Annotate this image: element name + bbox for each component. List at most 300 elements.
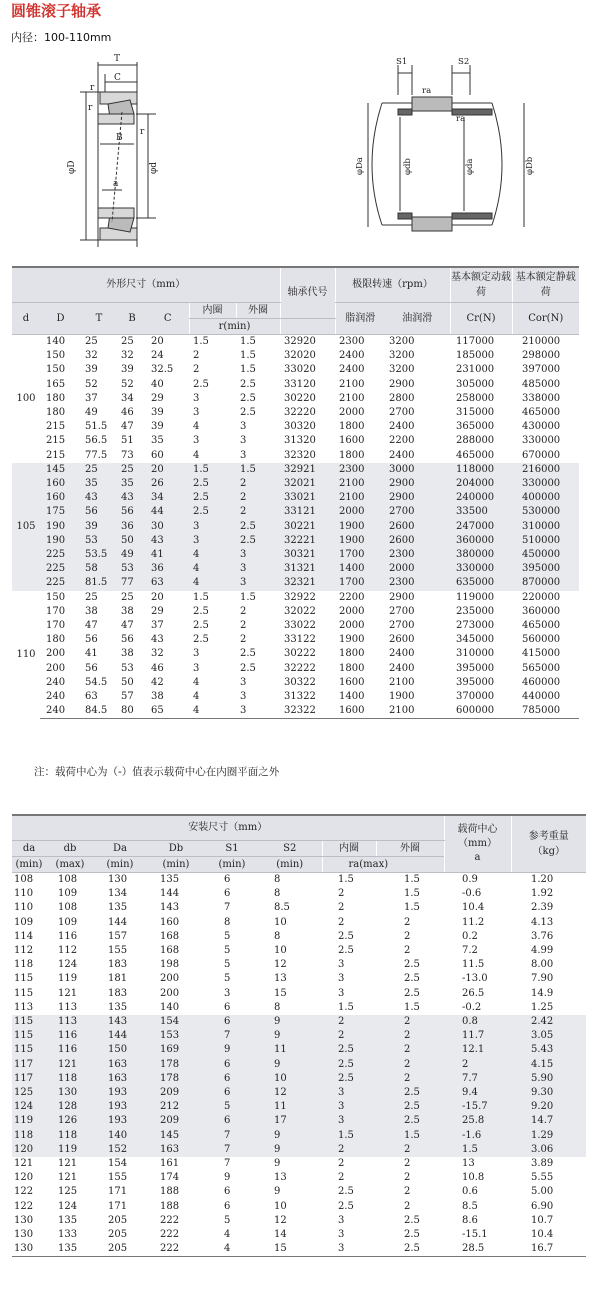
svg-text:a: a [113, 179, 119, 189]
col-Da: Da [94, 841, 146, 857]
table-cell: 190 [40, 520, 81, 534]
table-cell: 35 [81, 477, 117, 491]
svg-text:ra: ra [422, 86, 432, 96]
table-cell: 2300 [385, 576, 450, 590]
table-cell: 14 [274, 1229, 287, 1241]
table-cell: 130 [14, 1229, 34, 1241]
table-cell: 108 [58, 902, 78, 914]
table-cell: 3000 [385, 463, 450, 477]
table-cell: 240 [46, 691, 66, 703]
table-cell: 2.39 [531, 902, 554, 914]
table-cell: 330000 [450, 562, 512, 576]
col-cr: Cr(N) [450, 303, 512, 335]
table-row [12, 1086, 586, 1100]
table-cell: 44 [147, 505, 189, 519]
table-cell: 10 [258, 1072, 322, 1086]
table-cell: 10 [274, 1200, 287, 1212]
table-cell: 35 [117, 477, 147, 491]
table-cell: 56 [85, 662, 98, 674]
table-cell: 154 [146, 1015, 206, 1029]
table-cell: 200 [160, 987, 180, 999]
table-cell: 17 [258, 1114, 322, 1128]
footnote: 注：载荷中心为（-）值表示载荷中心在内圈平面之外 [34, 766, 280, 778]
table-cell: 3 [224, 987, 231, 999]
table-cell: 1.92 [531, 888, 554, 900]
table-cell: 2100 [335, 491, 385, 505]
table-cell: 43 [147, 534, 189, 548]
table-cell: 120 [14, 1172, 34, 1184]
table-cell: 116 [46, 1043, 94, 1057]
table-cell: 635000 [450, 576, 512, 590]
table-cell: 122 [14, 1186, 34, 1198]
table-cell: 118 [46, 1129, 94, 1143]
table-cell: 46 [151, 662, 164, 674]
table-cell: 2 [376, 1029, 444, 1043]
table-cell: 115 [12, 1015, 46, 1029]
table-cell: 57 [121, 691, 134, 703]
table-cell: 2.5 [376, 1086, 444, 1100]
table-cell: 124 [58, 1200, 78, 1212]
table-cell: 5 [206, 1100, 258, 1114]
table-cell: 240 [40, 704, 81, 719]
table-cell: 1.29 [511, 1129, 586, 1143]
svg-text:r: r [88, 103, 93, 113]
dims-header: 外形尺寸（mm） [12, 267, 280, 303]
table-cell: 215 [46, 435, 66, 447]
table-cell: 222 [160, 1229, 180, 1241]
table-cell: 258000 [456, 392, 495, 404]
col-db-sub: (max) [46, 857, 94, 873]
table-cell: 20 [151, 591, 164, 603]
table-cell: 24 [151, 350, 164, 362]
table-cell: 3.05 [511, 1029, 586, 1043]
table-cell: 465000 [522, 620, 561, 632]
table-cell: 119000 [456, 591, 495, 603]
table-cell: 0.6 [462, 1186, 478, 1198]
table-row [12, 335, 579, 350]
table-cell: 3 [236, 576, 280, 590]
table-cell: 153 [146, 1029, 206, 1043]
table-cell: 143 [94, 1015, 146, 1029]
table-cell: 56 [85, 634, 98, 646]
table-cell: 180 [46, 407, 66, 419]
table-row [12, 1157, 586, 1171]
table-cell: 2.5 [404, 1229, 420, 1241]
table-cell: 330000 [512, 477, 579, 491]
table-cell: 2100 [339, 392, 365, 404]
table-row [12, 1242, 586, 1257]
table-cell: 110 [14, 902, 34, 914]
table-cell: 39 [151, 407, 164, 419]
table-cell: 116 [58, 930, 78, 942]
table-cell: 2 [338, 902, 345, 914]
table-cell: 5 [224, 959, 231, 971]
col-S2-sub: (min) [258, 857, 322, 873]
svg-text:φda: φda [465, 158, 475, 175]
table-cell: 8.00 [531, 959, 554, 971]
table-cell: 144 [160, 888, 180, 900]
table-row [12, 930, 586, 944]
table-cell: 273000 [456, 620, 495, 632]
table-cell: 80 [117, 704, 147, 719]
table-cell: 140 [160, 1001, 180, 1013]
table-cell: 47 [121, 421, 134, 433]
table-cell: 54.5 [85, 676, 108, 688]
table-cell: 161 [160, 1158, 180, 1170]
col-T: T [81, 303, 117, 335]
table-cell: 220000 [522, 591, 561, 603]
table-cell: 395000 [456, 676, 495, 688]
table-cell: 178 [146, 1072, 206, 1086]
table-cell: 4 [189, 704, 236, 719]
col-Db: Db [146, 841, 206, 857]
table-cell: 1.5 [240, 336, 256, 347]
table-row [12, 463, 579, 477]
table-row [12, 958, 586, 972]
table-cell: 119 [12, 1114, 46, 1128]
table-cell: 0.2 [462, 930, 478, 942]
table-cell: 134 [108, 888, 128, 900]
table-cell: 119 [46, 1143, 94, 1157]
table-cell: 130 [12, 1242, 46, 1257]
bore-range: 内径：100-110mm [11, 31, 112, 44]
table-cell: 2100 [335, 477, 385, 491]
table-cell: 4.15 [511, 1058, 586, 1072]
table-cell: 2300 [335, 463, 385, 477]
table-cell: 1.5 [404, 902, 420, 914]
col-d: d [12, 303, 40, 335]
table-cell: 73 [121, 449, 134, 461]
table-cell: 144 [94, 1029, 146, 1043]
table-row [12, 704, 579, 719]
table-cell: 12 [274, 959, 287, 971]
table-cell: 3.76 [531, 930, 554, 942]
table-cell: 3 [236, 562, 280, 576]
weight-header: 参考重量 （kg） [511, 815, 586, 873]
table-cell: 11.2 [462, 916, 485, 928]
table-cell: 30 [147, 520, 189, 534]
table-cell: 115 [12, 1029, 46, 1043]
table-cell: 29 [151, 605, 164, 617]
table-cell: 9 [206, 1043, 258, 1057]
table-row [12, 363, 579, 377]
table-cell: 4 [206, 1242, 258, 1257]
table-cell: 33020 [284, 364, 316, 376]
table-cell: 7 [206, 1129, 258, 1143]
table-cell: 32.5 [151, 364, 174, 376]
table-cell: 3 [322, 1114, 376, 1128]
table-cell: 2 [376, 1043, 444, 1057]
table-cell: 3200 [389, 350, 415, 362]
table-cell: 133 [58, 1229, 78, 1241]
install-header: 安装尺寸（mm） [12, 815, 444, 841]
col-inner: 内圈 [189, 303, 236, 319]
table-cell: 1800 [339, 662, 365, 674]
table-cell: 130 [108, 874, 128, 885]
table-cell: 53 [81, 534, 117, 548]
table-cell: 117 [12, 1058, 46, 1072]
table-cell: 11.7 [444, 1029, 511, 1043]
table-cell: 2 [404, 1186, 411, 1198]
table-cell: 1.5 [444, 1143, 511, 1157]
col-db: db [46, 841, 94, 857]
table-cell: 1800 [339, 449, 365, 461]
table-cell: 1.5 [338, 874, 354, 885]
svg-text:S2: S2 [458, 57, 470, 67]
table-cell: 37 [85, 392, 98, 404]
table-cell: 1800 [339, 648, 365, 660]
table-cell: 2400 [389, 662, 415, 674]
table-cell: 0.9 [462, 874, 478, 885]
table-cell: 154 [108, 1158, 128, 1170]
table-cell: 450000 [512, 548, 579, 562]
table-cell: 3 [189, 534, 236, 548]
table-cell: 2 [240, 634, 247, 646]
table-cell: 108 [58, 874, 78, 885]
table-cell: 118000 [450, 463, 512, 477]
col-cor: Cor(N) [512, 303, 579, 335]
table-cell: 2.5 [189, 505, 236, 519]
table-cell: 175 [40, 505, 81, 519]
table-cell: 32021 [280, 477, 335, 491]
table-cell: 2800 [389, 392, 415, 404]
table-cell: 26.5 [462, 987, 485, 999]
table-cell: 1.5 [240, 350, 256, 362]
table-cell: 25 [121, 336, 134, 347]
table-cell: 3.89 [531, 1158, 554, 1170]
table-cell: 53 [121, 662, 134, 674]
svg-text:φd: φd [149, 161, 159, 174]
table-cell: 2 [404, 930, 411, 942]
table-cell: 338000 [522, 392, 561, 404]
table-cell: 2600 [389, 634, 415, 646]
table-cell: 3 [193, 648, 200, 660]
table-cell: 3 [322, 1242, 376, 1257]
col-S2: S2 [258, 841, 322, 857]
table-cell: 600000 [450, 704, 512, 719]
table-cell: 8 [274, 1001, 281, 1013]
table-cell: 2 [338, 916, 345, 928]
table-cell: 510000 [512, 534, 579, 548]
table-cell: 124 [12, 1100, 46, 1114]
col-outer: 外圈 [236, 303, 280, 319]
table-cell: 10 [274, 916, 287, 928]
table-cell: 3 [322, 1100, 376, 1114]
table-cell: 12.1 [444, 1043, 511, 1057]
table-cell: 4.13 [531, 916, 554, 928]
table-cell: 3 [338, 1229, 345, 1241]
table-cell: 193 [94, 1100, 146, 1114]
table-cell: 310000 [512, 520, 579, 534]
table-cell: 163 [94, 1072, 146, 1086]
table-cell: 8 [224, 916, 231, 928]
table-cell: 8 [274, 888, 281, 900]
table-cell: 2900 [389, 591, 415, 603]
table-cell: 41 [85, 648, 98, 660]
table-cell: 2.5 [404, 987, 420, 999]
table-cell: 209 [146, 1086, 206, 1100]
table-cell: 315000 [456, 407, 495, 419]
table-cell: 6 [206, 1086, 258, 1100]
table-cell: 2200 [389, 435, 415, 447]
table-cell: 39 [81, 520, 117, 534]
table-cell: 370000 [456, 691, 495, 703]
table-cell: 9 [258, 1058, 322, 1072]
table-cell: 168 [160, 945, 180, 957]
table-cell: 170 [46, 620, 66, 632]
table-cell: 30222 [284, 648, 316, 660]
col-oil: 油润滑 [385, 303, 450, 335]
table-cell: 485000 [522, 378, 561, 390]
mounting-dimensions-table [12, 814, 586, 1257]
table-cell: 15 [258, 1242, 322, 1257]
table-cell: 9 [274, 1186, 281, 1198]
table-row [12, 406, 579, 420]
col-grease: 脂润滑 [335, 303, 385, 335]
table-cell: 39 [121, 364, 134, 376]
table-cell: 10.4 [531, 1229, 554, 1241]
table-cell: 1.5 [240, 364, 256, 376]
table-cell: 32920 [284, 336, 316, 347]
col-D: D [40, 303, 81, 335]
table-cell: 240000 [450, 491, 512, 505]
table-cell: 32922 [284, 591, 316, 603]
table-cell: 2.5 [193, 378, 209, 390]
table-cell: 345000 [456, 634, 495, 646]
table-cell: 1.5 [404, 888, 420, 900]
table-cell: 2.5 [376, 1100, 444, 1114]
table-cell: 28.5 [444, 1242, 511, 1257]
table-row [12, 1072, 586, 1086]
col-outer2: 外圈 [376, 841, 444, 857]
table-cell: 11.5 [462, 959, 485, 971]
table-cell: 117 [12, 1072, 46, 1086]
table-cell: 2 [338, 1158, 345, 1170]
table-cell: 47 [85, 620, 98, 632]
table-cell: 10.4 [462, 902, 485, 914]
table-cell: 15 [274, 987, 287, 999]
table-cell: 114 [14, 930, 34, 942]
table-cell: -0.6 [462, 888, 482, 900]
table-cell: 9.4 [444, 1086, 511, 1100]
table-cell: 77 [117, 576, 147, 590]
table-cell: 3 [236, 704, 280, 719]
table-cell: 400000 [512, 491, 579, 505]
svg-text:r: r [90, 83, 95, 93]
table-cell: 112 [14, 945, 34, 957]
table-row [12, 605, 579, 619]
table-cell: 30322 [284, 676, 316, 688]
table-row [12, 873, 586, 888]
table-row [12, 1143, 586, 1157]
table-cell: 2 [376, 1058, 444, 1072]
table-cell: 5.90 [511, 1072, 586, 1086]
table-cell: 670000 [522, 449, 561, 461]
table-cell: 113 [46, 1015, 94, 1029]
table-cell: 210000 [522, 336, 561, 347]
table-cell: 117000 [456, 336, 495, 347]
table-row [12, 1228, 586, 1242]
table-cell: 135 [108, 1001, 128, 1013]
table-cell: 49 [117, 548, 147, 562]
table-cell: 30320 [284, 421, 316, 433]
table-row [12, 1129, 586, 1143]
table-cell: 4 [193, 421, 200, 433]
table-cell: 8.5 [462, 1200, 478, 1212]
table-cell: 3 [240, 421, 247, 433]
table-cell: 298000 [522, 350, 561, 362]
table-cell: 2600 [385, 534, 450, 548]
table-cell: 3 [193, 662, 200, 674]
table-cell: 2 [322, 1143, 376, 1157]
col-da: da [12, 841, 46, 857]
table-cell: 26 [147, 477, 189, 491]
table-cell: 2 [236, 491, 280, 505]
table-cell: 144 [108, 916, 128, 928]
table-cell: 150 [46, 350, 66, 362]
table-cell: 188 [160, 1200, 180, 1212]
table-cell: 360000 [522, 605, 561, 617]
table-cell: 205 [94, 1242, 146, 1257]
table-row [12, 1058, 586, 1072]
table-cell: 1900 [339, 634, 365, 646]
table-cell: 122 [14, 1200, 34, 1212]
table-cell: 2 [404, 916, 411, 928]
table-cell: 32921 [280, 463, 335, 477]
table-cell: 155 [108, 1172, 128, 1184]
table-cell: 36 [147, 562, 189, 576]
table-cell: 4 [189, 576, 236, 590]
table-cell: 165 [46, 378, 66, 390]
table-cell: 9 [224, 1172, 231, 1184]
col-B: B [117, 303, 147, 335]
table-cell: 84.5 [81, 704, 117, 719]
table-cell: 2 [193, 364, 200, 376]
table-cell: 3 [322, 1086, 376, 1100]
table-cell: 2.5 [240, 407, 256, 419]
col-r-min: r(min) [189, 319, 280, 335]
table-cell: 2.5 [322, 1072, 376, 1086]
table-cell: 3 [338, 987, 345, 999]
table-cell: 34 [121, 392, 134, 404]
table-cell: 145 [40, 463, 81, 477]
table-cell: 205 [108, 1214, 128, 1226]
table-cell: 2 [376, 1015, 444, 1029]
table-cell: 9 [258, 1129, 322, 1143]
table-cell: 2 [404, 945, 411, 957]
table-cell: 1400 [339, 691, 365, 703]
table-cell: 81.5 [81, 576, 117, 590]
table-cell: 56 [81, 505, 117, 519]
table-cell: 163 [146, 1143, 206, 1157]
table-cell: 25.8 [444, 1114, 511, 1128]
table-cell: 58 [81, 562, 117, 576]
table-cell: 3 [236, 548, 280, 562]
table-cell: 3 [193, 407, 200, 419]
table-cell: 2100 [389, 676, 415, 688]
table-cell: 1700 [335, 576, 385, 590]
table-row [12, 619, 579, 633]
table-row [12, 916, 586, 930]
table-cell: 10.8 [462, 1172, 485, 1184]
table-cell: 6 [206, 1114, 258, 1128]
col-Db-sub: (min) [146, 857, 206, 873]
table-cell: 3.06 [511, 1143, 586, 1157]
table-cell: 1.5 [240, 591, 256, 603]
table-cell: 2.5 [376, 1242, 444, 1257]
table-cell: 150 [46, 364, 66, 376]
svg-text:φdb: φdb [403, 158, 413, 175]
